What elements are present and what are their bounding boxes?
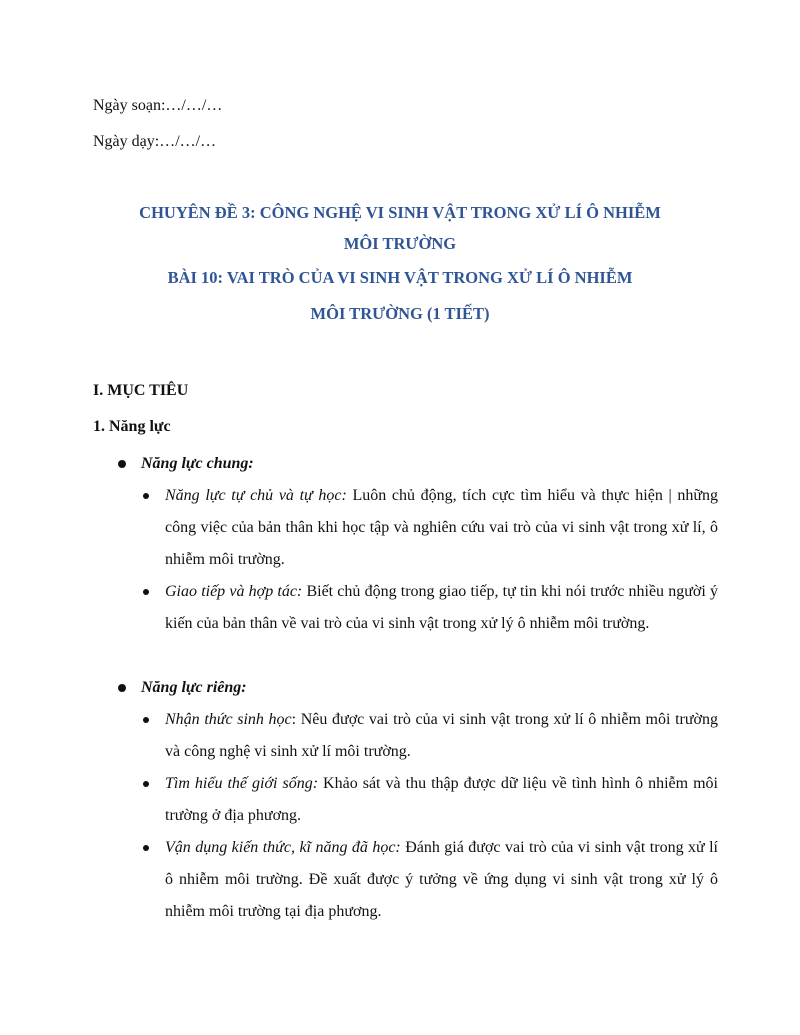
item-term: Nhận thức sinh học <box>165 711 292 728</box>
preparation-date: Ngày soạn:…/…/… <box>93 97 223 114</box>
teaching-date: Ngày dạy:…/…/… <box>93 133 217 150</box>
item-term: Năng lực tự chủ và tự học: <box>165 487 347 504</box>
item-text: Đánh giá được vai trò của vi sinh vật trong xử lí ô nhiễm môi trường. Đề xuất được ý tưởng về ứng dụng vi sinh vật trong xử lý ô nhiễm môi trường tại địa phương. <box>165 839 719 920</box>
item-text: Biết chủ động trong giao tiếp, tự tin khi nói trước nhiều người ý kiến của bản thân về vai trò của vi sinh vật trong xử lý ô nhiễm môi trường. <box>165 583 718 632</box>
list-item <box>165 704 718 768</box>
list-item <box>165 768 718 832</box>
specific-competency-label: Năng lực riêng: <box>141 679 247 696</box>
bullet-icon <box>118 460 126 468</box>
section-heading: I. MỤC TIÊU <box>93 382 189 399</box>
lesson-title-line-1: BÀI 10: VAI TRÒ CỦA VI SINH VẬT TRONG XỬ LÍ Ô NHIỄM <box>167 268 633 287</box>
bullet-icon <box>143 845 149 851</box>
bullet-icon <box>118 684 126 692</box>
item-text: Luôn chủ động, tích cực tìm hiểu và thực hiện | những công việc của bản thân khi học tập và nghiên cứu vai trò của vi sinh vật trong xử lí, ô nhiễm môi trường. <box>165 487 718 568</box>
bullet-icon <box>143 781 149 787</box>
topic-title-line-1: CHUYÊN ĐỀ 3: CÔNG NGHỆ VI SINH VẬT TRONG XỬ LÍ Ô NHIỄM <box>139 203 661 222</box>
list-item <box>165 576 718 640</box>
general-competency-label: Năng lực chung: <box>141 455 254 472</box>
item-term: Tìm hiểu thế giới sống: <box>165 775 319 792</box>
topic-title-line-2: MÔI TRƯỜNG <box>343 234 457 253</box>
item-term: Giao tiếp và hợp tác: <box>165 583 303 600</box>
list-item <box>165 480 718 576</box>
subsection-heading: 1. Năng lực <box>93 418 171 435</box>
lesson-title-line-2: MÔI TRƯỜNG (1 TIẾT) <box>310 304 490 323</box>
item-text: : Nêu được vai trò của vi sinh vật trong xử lí ô nhiễm môi trường và công nghệ vi sinh xử lí môi trường. <box>165 711 718 760</box>
item-term: Vận dụng kiến thức, kĩ năng đã học: <box>165 839 401 856</box>
item-text: Khảo sát và thu thập được dữ liệu về tình hình ô nhiễm môi trường ở địa phương. <box>165 775 718 824</box>
bullet-icon <box>143 589 149 595</box>
list-item <box>165 832 718 928</box>
bullet-icon <box>143 493 149 499</box>
bullet-icon <box>143 717 149 723</box>
